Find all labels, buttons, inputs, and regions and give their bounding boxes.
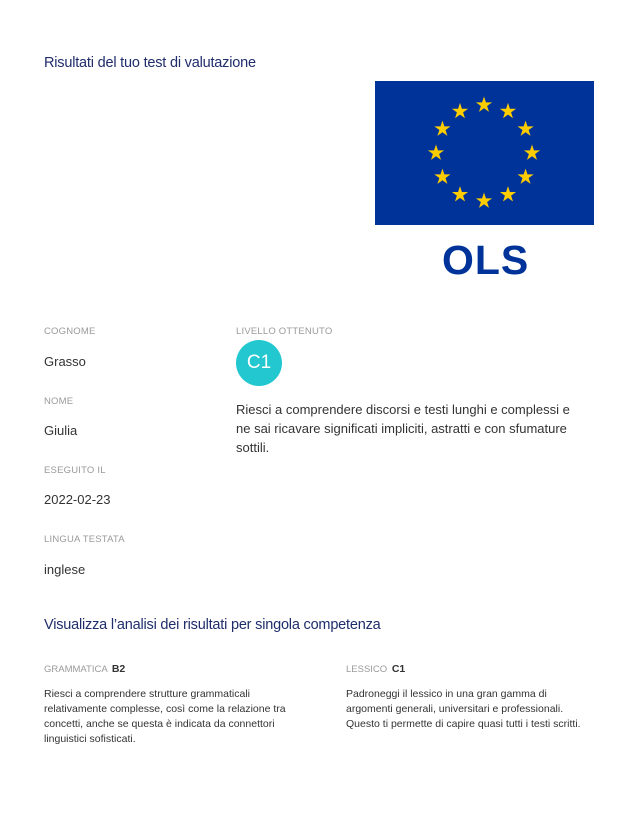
flag-star-icon — [500, 103, 516, 118]
eu-flag-icon — [375, 81, 594, 225]
page-title: Risultati del tuo test di valutazione — [44, 55, 256, 71]
level-label: LIVELLO OTTENUTO — [236, 326, 333, 337]
flag-star-icon — [476, 193, 492, 208]
name-label: NOME — [44, 396, 74, 407]
surname-value: Grasso — [44, 354, 86, 369]
date-value: 2022-02-23 — [44, 492, 111, 507]
date-label: ESEGUITO IL — [44, 465, 106, 476]
competence-level: B2 — [111, 663, 126, 675]
flag-star-icon — [517, 169, 533, 184]
language-label: LINGUA TESTATA — [44, 534, 125, 545]
competence-name: LESSICO — [346, 664, 388, 675]
flag-star-icon — [434, 169, 450, 184]
analysis-title: Visualizza l’analisi dei risultati per singola competenza — [44, 617, 381, 633]
competence-description-grammar: Riesci a comprendere strutture grammaticali relativamente complesse, così come la relazione tra concetti, anche se questa è indicata da connettori linguistici sofisticati. — [44, 688, 286, 745]
level-description: Riesci a comprendere discorsi e testi lunghi e complessi e ne sai ricavare significati impliciti, astratti e con sfumature sottili. — [236, 402, 570, 455]
competence-label-lexicon — [346, 663, 405, 675]
competence-description-lexicon: Padroneggi il lessico in una gran gamma di argomenti generali, universitari e professionali. Questo ti permette di capire quasi tutti i testi scritti. — [346, 688, 581, 730]
flag-star-icon — [524, 145, 540, 160]
flag-star-icon — [452, 186, 468, 201]
name-value: Giulia — [44, 423, 78, 438]
ols-logo: OLS — [442, 237, 530, 283]
competence-level: C1 — [391, 663, 406, 675]
surname-label: COGNOME — [44, 326, 96, 337]
flag-star-icon — [500, 186, 516, 201]
flag-star-icon — [517, 121, 533, 136]
flag-star-icon — [428, 145, 444, 160]
language-value: inglese — [44, 562, 86, 577]
competence-label-grammar — [44, 663, 125, 675]
flag-star-icon — [476, 97, 492, 112]
flag-star-icon — [452, 103, 468, 118]
competence-name: GRAMMATICA — [44, 664, 108, 675]
flag-star-icon — [434, 121, 450, 136]
level-badge: C1 — [236, 340, 282, 386]
